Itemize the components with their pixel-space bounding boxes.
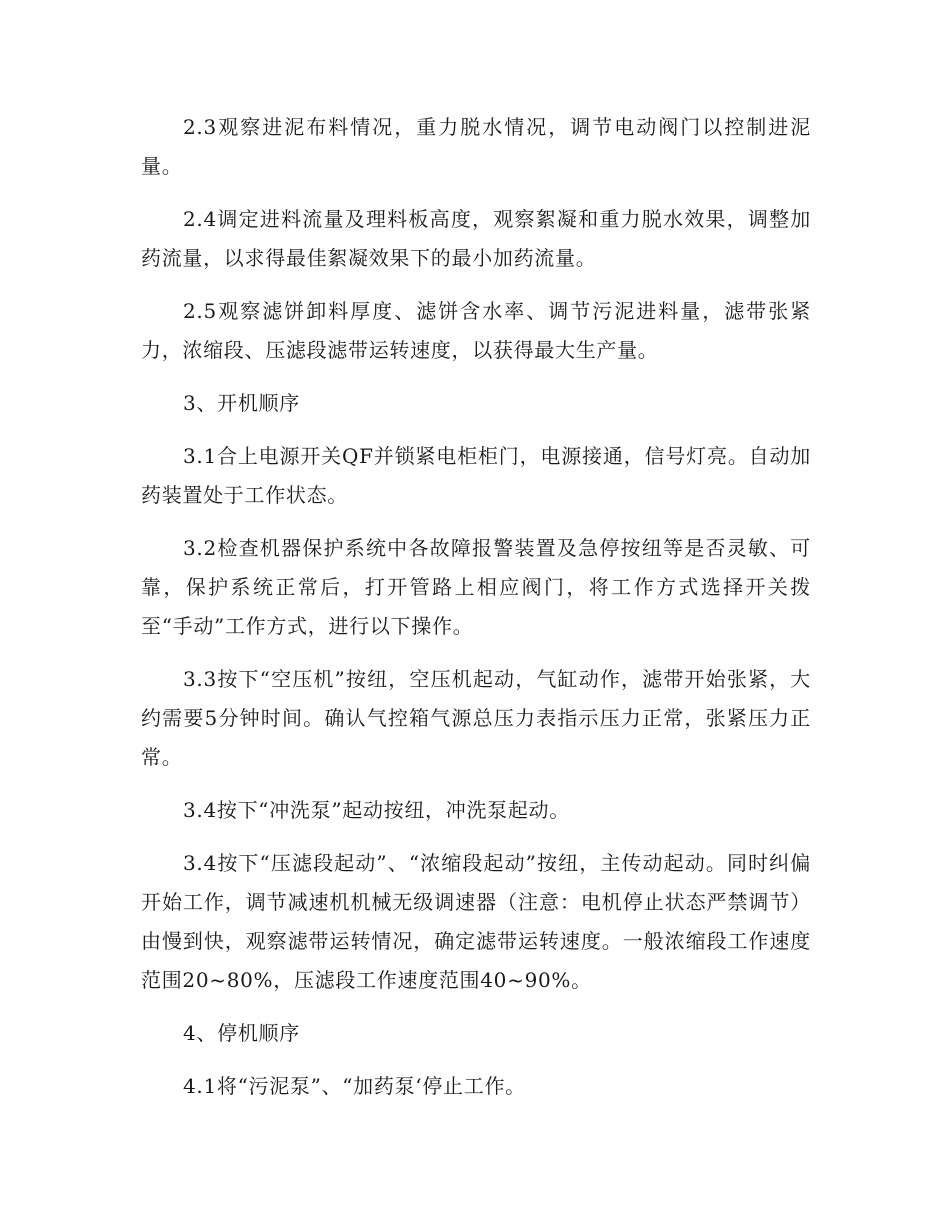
paragraph-3-2: 3.2检查机器保护系统中各故障报警装置及急停按纽等是否灵敏、可靠，保护系统正常后，打开管路上相应阀门，将工作方式选择开关拨至“手动”工作方式，进行以下操作。: [141, 536, 811, 638]
paragraph-4-1: 4.1将“污泥泵”、“加药泵‘停止工作。: [183, 1074, 526, 1098]
paragraph-3-1: 3.1合上电源开关QF并锁紧电柜柜门，电源接通，信号灯亮。自动加药装置处于工作状态。: [141, 444, 811, 507]
section-heading-shutdown: 4、停机顺序: [183, 1021, 300, 1045]
section-heading-startup: 3、开机顺序: [183, 391, 300, 415]
paragraph-3-4-main-drive: 3.4按下“压滤段起动”、“浓缩段起动”按纽，主传动起动。同时纠偏开始工作，调节减速机机械无级调速器（注意：电机停止状态严禁调节）由慢到快，观察滤带运转情况，确定滤带运转速度。一般浓缩段工作速度范围20~80%，压滤段工作速度范围40~90%。: [141, 851, 811, 992]
paragraph-2-3: 2.3观察进泥布料情况，重力脱水情况，调节电动阀门以控制进泥量。: [141, 115, 811, 178]
paragraph-2-4: 2.4调定进料流量及理料板高度，观察絮凝和重力脱水效果，调整加药流量，以求得最佳絮凝效果下的最小加药流量。: [141, 207, 811, 270]
document-body: [141, 108, 811, 1120]
paragraph-2-5: 2.5观察滤饼卸料厚度、滤饼含水率、调节污泥进料量，滤带张紧力，浓缩段、压滤段滤带运转速度，以获得最大生产量。: [141, 299, 811, 362]
paragraph-3-3: 3.3按下“空压机”按纽，空压机起动，气缸动作，滤带开始张紧，大约需要5分钟时间。确认气控箱气源总压力表指示压力正常，张紧压力正常。: [141, 667, 811, 769]
paragraph-3-4-flush-pump: 3.4按下“冲洗泵”起动按纽，冲洗泵起动。: [183, 798, 570, 822]
